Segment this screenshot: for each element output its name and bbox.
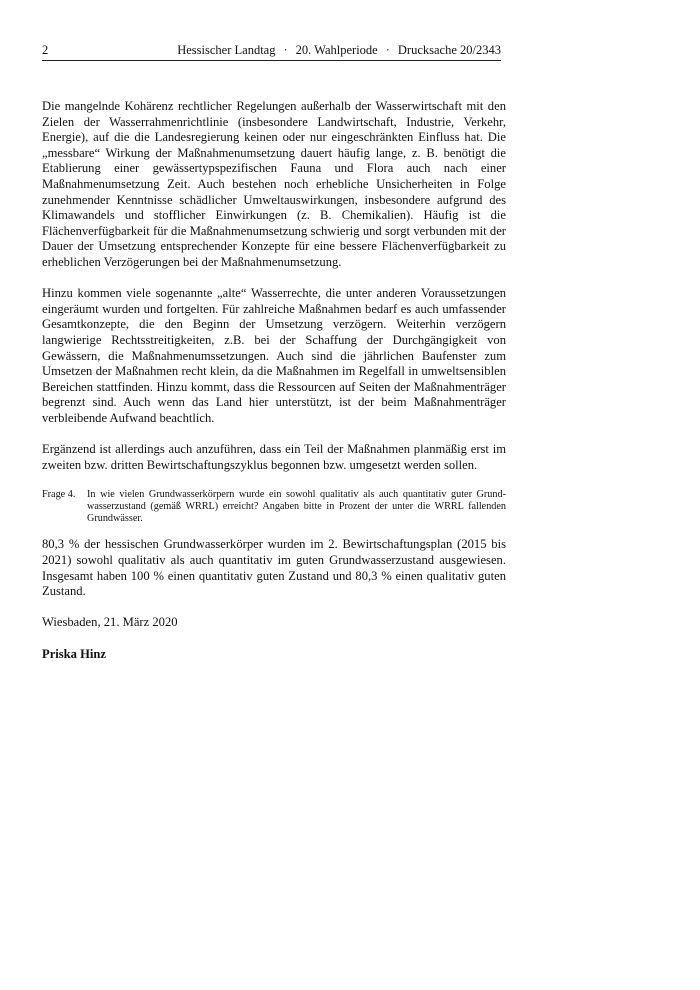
page-number: 2 (42, 43, 49, 57)
body-paragraph: Ergänzend ist allerdings auch anzuführen, dass ein Teil der Maßnahmen planmäßig erst im zweiten bzw. dritten Bewirtschaftungszyklus begonnen bzw. umgesetzt werden sollen. (42, 442, 506, 472)
answer-paragraph: 80,3 % der hessischen Grundwasserkörper wurden im 2. Bewirtschaftungsplan (2015 bis 2021) sowohl qualitativ als auch quantitativ im guten Grundwasserzustand ausgewiesen. Insgesamt haben 100 % einen quantitativ guten Zustand und 80,3 % einen qualitativ guten Zustand. (42, 537, 506, 599)
body-paragraph: Hinzu kommen viele sogenannte „alte“ Wasserrechte, die unter anderen Voraussetzungen eingeräumt wurden und fortgelten. Für zahlreiche Maßnahmen bedarf es auch umfassender Gesamtkonzepte, die den Beginn der Umsetzung verzögern. Weiterhin verzögern langwierige Rechtsstreitigkeiten, z.B. bei der Schaffung der Durchgängigkeit von Gewässern, die Maßnahmenumssetzungen. Auch sind die jährlichen Baufenster zum Umsetzen der Maßnahmen recht klein, da die Maßnahmen im Regelfall in umweltsensiblen Bereichen stattfinden. Hinzu kommt, dass die Ressourcen auf Seiten der Maßnahmenträger begrenzt sind. Auch wenn das Land hier unterstützt, ist der beim Maßnahmenträger verbleibende Aufwand beachtlich. (42, 286, 506, 425)
question-block (42, 489, 506, 526)
header-separator: · (283, 43, 288, 57)
header-info (177, 40, 501, 60)
body-paragraph: Die mangelnde Kohärenz rechtlicher Regelungen außerhalb der Wasserwirtschaft mit den Zielen der Wasserrahmenrichtlinie (insbesondere Landwirtschaft, Industrie, Verkehr, Energie), auf die die Landesregierung keinen oder nur eingeschränkten Einfluss hat. Die „messbare“ Wirkung der Maßnahmenumsetzung dauert häufig lange, z. B. benötigt die Etablierung einer gewässertypspezifischen Fauna und Flora auch nach einer Maßnahmenumsetzung Zeit. Auch bestehen noch erhebliche Unsicherheiten in Folge zunehmender Kenntnisse schädlicher Umweltauswirkungen, insbesondere aufgrund des Klimawandels und stofflicher Einwirkungen (z. B. Chemikalien). Häufig ist die Flächenverfügbarkeit für die Maßnahmenumsetzung schwierig und sorgt verbunden mit der Dauer der Umsetzung entsprechender Konzepte für eine bessere Flächenverfügbarkeit zu erheblichen Verzögerungen bei der Maßnahmenumsetzung. (42, 99, 506, 269)
parliament-name: Hessischer Landtag (177, 43, 276, 57)
printed-matter-number: Drucksache 20/2343 (397, 43, 501, 57)
question-text: In wie vielen Grundwasserkörpern wurde ein sowohl qualitativ als auch quantitativ guter Grundwasserzustand (gemäß WRRL) erreicht? Angaben bitte in Prozent der unter die WRRL fallenden Grundwässer. (87, 488, 506, 525)
signature: Priska Hinz (42, 646, 107, 661)
question-label: Frage 4. (42, 488, 76, 500)
place-and-date: Wiesbaden, 21. März 2020 (42, 615, 178, 630)
page-header (42, 40, 501, 61)
document-body (42, 99, 506, 678)
legislative-period: 20. Wahlperiode (295, 43, 378, 57)
header-separator: · (385, 43, 390, 57)
